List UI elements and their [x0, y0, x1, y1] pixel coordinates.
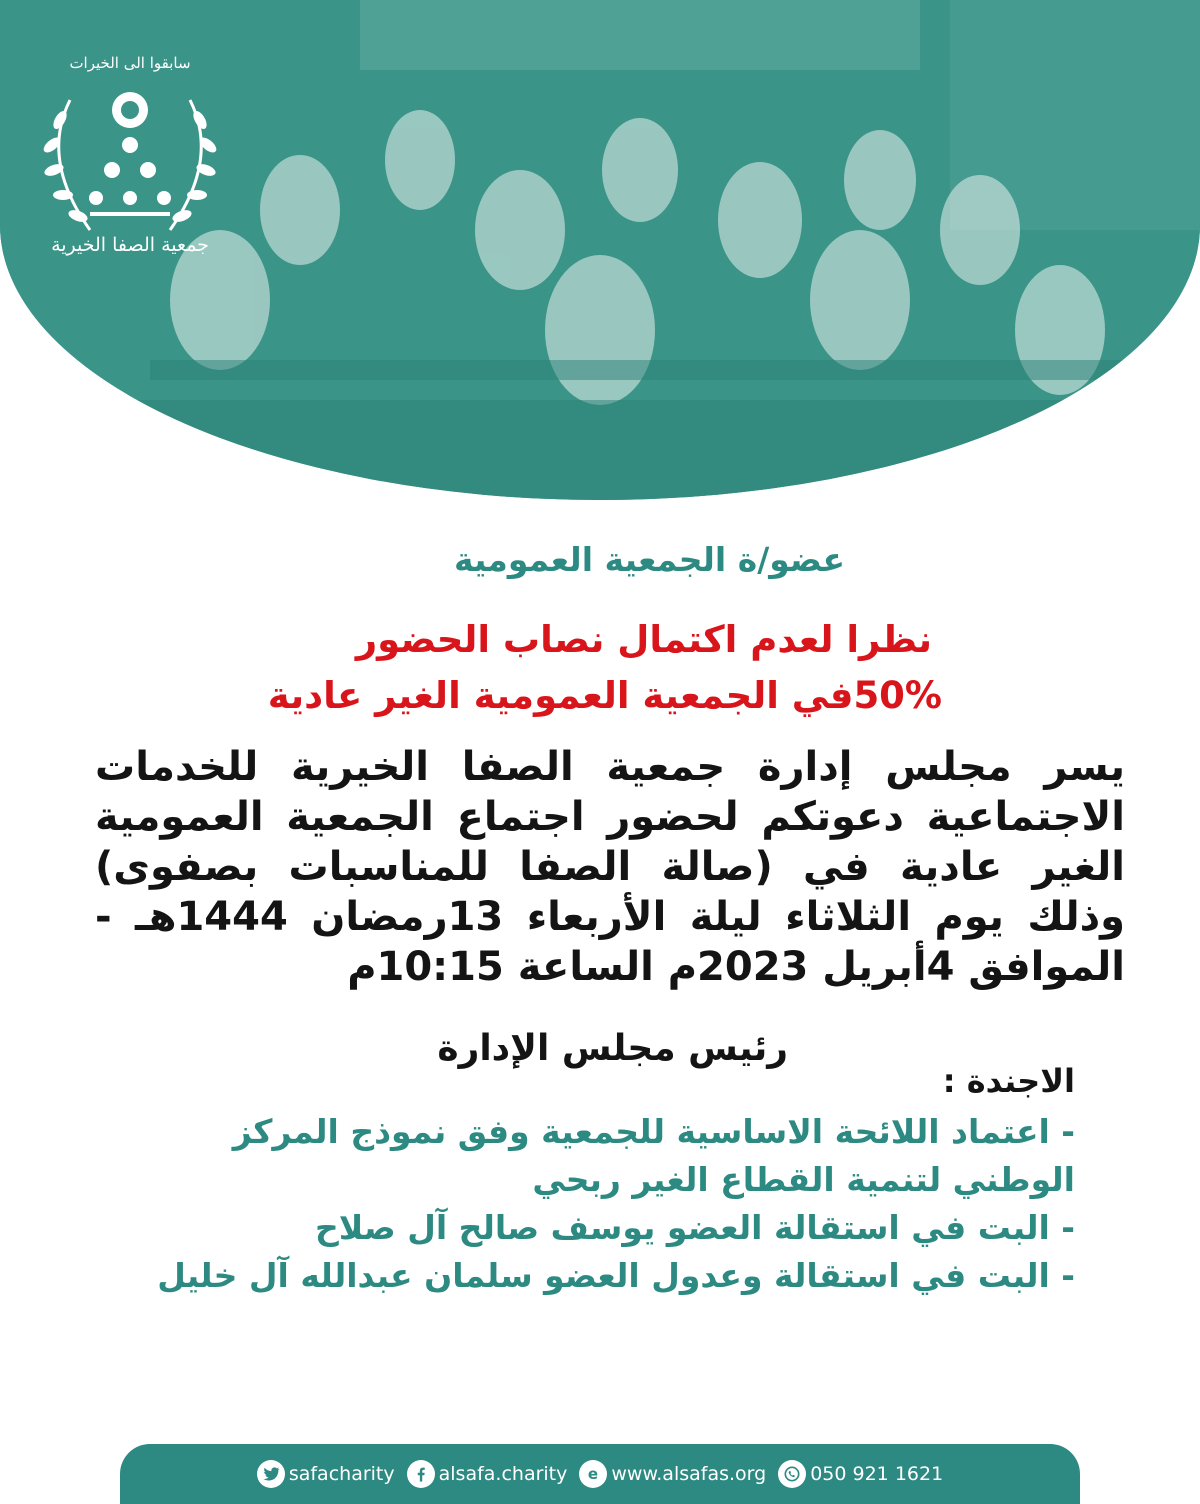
whatsapp-link[interactable]	[778, 1460, 943, 1488]
web-icon	[579, 1460, 607, 1488]
facebook-link[interactable]	[407, 1460, 568, 1488]
quorum-notice-line1: نظرا لعدم اكتمال نصاب الحضور	[355, 618, 932, 661]
contact-links	[0, 1454, 1200, 1494]
agenda-item: - اعتماد اللائحة الاساسية للجمعية وفق نموذج المركز الوطني لتنمية القطاع الغير ربحي	[232, 1112, 1075, 1199]
agenda-list	[120, 1108, 1075, 1300]
agenda-item: - البت في استقالة وعدول العضو سلمان عبدالله آل خليل	[157, 1256, 1075, 1295]
logo-name: جمعية الصفا الخيرية	[51, 234, 209, 256]
website-link[interactable]	[579, 1460, 766, 1488]
twitter-link[interactable]	[257, 1460, 395, 1488]
website-url: www.alsafas.org	[611, 1463, 767, 1485]
facebook-handle: alsafa.charity	[438, 1463, 568, 1485]
twitter-icon	[257, 1460, 285, 1488]
audience-heading: عضو/ة الجمعية العمومية	[453, 540, 845, 579]
quorum-notice-line2: 50%في الجمعية العمومية الغير عادية	[267, 674, 942, 717]
facebook-icon	[407, 1460, 435, 1488]
svg-text:e: e	[588, 1465, 599, 1483]
twitter-handle: safacharity	[288, 1463, 395, 1485]
whatsapp-number: 050 921 1621	[810, 1463, 944, 1485]
signature: رئيس مجلس الإدارة	[437, 1028, 788, 1069]
invitation-paragraph: يسر مجلس إدارة جمعية الصفا الخيرية للخدمات الاجتماعية دعوتكم لحضور اجتماع الجمعية العمومية الغير عادية في (صالة الصفا للمناسبات بصفوى) وذلك يوم الثلاثاء ليلة الأربعاء 13رمضان 1444هـ - الموافق 4أبريل 2023م الساعة 10:15م	[95, 744, 1125, 990]
agenda-label: الاجندة :	[942, 1062, 1075, 1100]
agenda-item: - البت في استقالة العضو يوسف صالح آل صلاح	[315, 1208, 1075, 1247]
logo-slogan: سابقوا الى الخيرات	[69, 54, 191, 72]
hero-banner	[0, 0, 1200, 500]
whatsapp-icon	[778, 1460, 806, 1488]
charity-logo	[30, 40, 230, 270]
